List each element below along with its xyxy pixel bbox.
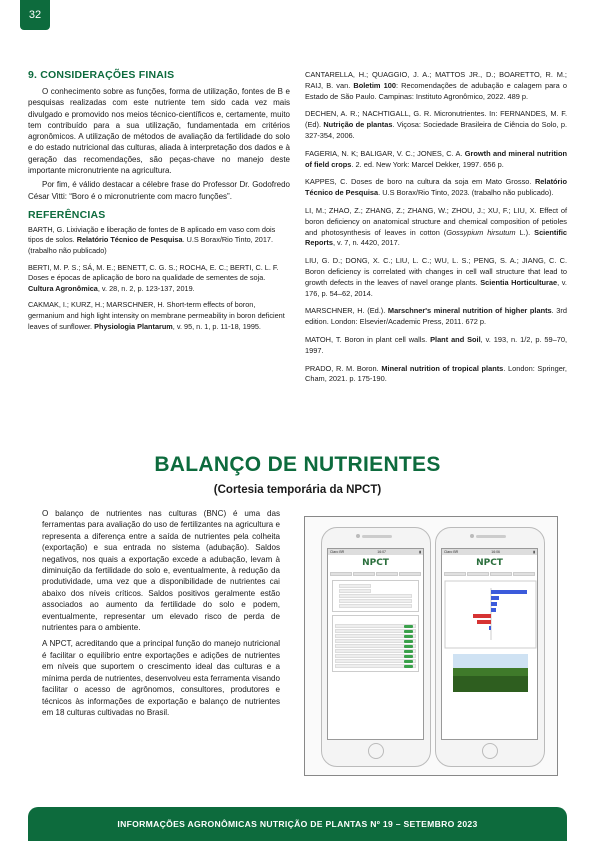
table-row	[335, 664, 416, 668]
reference-item: CAKMAK, I.; KURZ, H.; MARSCHNER, H. Short-term effects of boron, germanium and high light intensity on membrane permeability in boron deficient leaves of sunflower. Physiologia Plantarum, v. 95, n. 1, p. 11-18, 1995.	[28, 300, 285, 331]
chart-bar	[491, 590, 527, 594]
section-title: 9. CONSIDERAÇÕES FINAIS	[28, 69, 175, 81]
tab-4[interactable]	[513, 572, 535, 576]
reference-source: Scientific Reports	[305, 227, 567, 248]
input-row[interactable]	[339, 599, 412, 603]
chart-bar	[491, 596, 499, 600]
photo-crop-shade	[453, 676, 528, 692]
table-row	[335, 644, 416, 648]
tab-1[interactable]	[330, 572, 352, 576]
feature-title: BALANÇO DE NUTRIENTES	[154, 453, 441, 476]
reference-source: Scientia Horticulturae	[480, 277, 558, 287]
speaker-grille	[362, 535, 392, 538]
status-badge	[404, 635, 413, 638]
phone-mockup-left	[321, 527, 431, 767]
reference-item: LIU, G. D.; DONG, X. C.; LIU, L. C.; WU, L. S.; PENG, S. A.; JIANG, C. C. Boron deficiency is correlated with changes in cell wall structure that lead to growth defects in the leaves of navel orange plants. Scientia Horticulturae, v. 176, p. 54–62, 2014.	[305, 256, 567, 298]
camera-icon	[470, 534, 474, 538]
status-badge	[404, 660, 413, 663]
crop-field-photo	[443, 654, 538, 692]
reference-source: Plant and Soil	[430, 334, 481, 344]
status-badge	[404, 625, 413, 628]
status-badge	[404, 650, 413, 653]
reference-item: MATOH, T. Boron in plant cell walls. Plant and Soil, v. 193, n. 1/2, p. 59–70, 1997.	[305, 334, 568, 355]
battery-icon: ▮	[533, 550, 535, 554]
feature-text	[42, 508, 280, 723]
phone-screen-right	[441, 548, 538, 740]
reference-source: Physiologia Plantarum	[94, 321, 173, 331]
reference-item: BERTI, M. P. S.; SÁ, M. E.; BENETT, C. G. S.; ROCHA, E. C.; BERTI, C. L. F. Doses e épocas de aplicação de boro na qualidade de sementes de soja. Cultura Agronômica, v. 28, n. 2, p. 123-137, 2019.	[28, 262, 279, 293]
chart-bar	[489, 626, 491, 630]
references-right-list	[305, 70, 567, 385]
table-row	[335, 629, 416, 633]
feature-paragraph-1: O balanço de nutrientes nas culturas (BNC) é uma das ferramentas para avaliação do uso de fertilizantes na agricultura e representa a diferença entre a saída de nutrientes pela colheita (exportação) e sua entrada no sistema (adubação). Saldos negativos, nos quais a exportação excede a adubação, levam à diminuição da fertilidade do solo e, eventualmente, à redução da produtividade, uma vez que a disponibilidade de nutrientes cai abaixo dos níveis críticos. Saldos positivos geralmente estão associados ao aumento da fertilidade do solo e podem, eventualmente, representar um elevado risco de perda de nutrientes para o ambiente.	[42, 509, 280, 633]
reference-item: PRADO, R. M. Boron. Mineral nutrition of tropical plants. London: Springer, Cham, 2021. p. 175-190.	[305, 363, 567, 384]
npct-logo: NPCT	[362, 558, 389, 568]
results-rows	[335, 624, 416, 668]
right-column	[305, 70, 567, 392]
feature-paragraph-2: A NPCT, acreditando que a principal função do manejo nutricional é facilitar o equilíbrio entre exportações e adições de nutrientes em níveis que suportem o crescimento ideal das culturas e a mínima perda de nutrientes, desenvolveu esta ferramenta visando facilitar o acesso de agrônomos, consultores, produtores e técnicos às informações de exportação e balanço de nutrientes em 18 culturas cultivadas no Brasil.	[42, 639, 280, 717]
battery-icon: ▮	[419, 550, 421, 554]
speaker-grille	[476, 535, 506, 538]
reference-source: Relatório Técnico de Pesquisa	[76, 235, 183, 245]
reference-source: Mineral nutrition of tropical plants	[381, 363, 504, 373]
page-footer: INFORMAÇÕES AGRONÔMICAS NUTRIÇÃO DE PLANTAS Nº 19 – SETEMBRO 2023	[28, 807, 567, 841]
tab-2[interactable]	[353, 572, 375, 576]
table-header	[335, 618, 416, 623]
status-badge	[404, 655, 413, 658]
clock-label: 16:07	[377, 550, 387, 554]
reference-item: LI, M.; ZHAO, Z.; ZHANG, Z.; ZHANG, W.; ZHOU, J.; XU, F.; LIU, X. Effect of boron deficiency on anatomical structure and chemical composition of petioles and photosynthesis of leaves in cotton (Gossypium hirsutum L.). Scientific Reports, v. 7, n. 4420, 2017.	[305, 205, 567, 248]
status-badge	[404, 665, 413, 668]
chart-bar	[491, 602, 497, 606]
input-row[interactable]	[339, 604, 412, 608]
status-badge	[404, 645, 413, 648]
tab-3[interactable]	[376, 572, 398, 576]
table-row	[335, 624, 416, 628]
tab-4[interactable]	[399, 572, 421, 576]
camera-icon	[356, 534, 360, 538]
carrier-label: Claro BR	[330, 550, 345, 554]
input-panel	[332, 580, 419, 612]
feature-subtitle: (Cortesia temporária da NPCT)	[213, 484, 382, 496]
phone-screen-left	[327, 548, 424, 740]
page-number: 32	[20, 0, 50, 30]
section-paragraph-1: O conhecimento sobre as funções, forma de utilização, fontes de B e pesquisas realizadas com este nutriente tem sido cada vez mais divulgado e promovido nos meios técnico-científicos e, certamente, muito tem contribuído para a sua utilização, fundamentada em critérios agronômicos. A utilização de métodos de avaliação da fertilidade do solo e do estado nutricional das culturas, aliada à interpretação dos dados e à geração das recomendações, são peças-chave no manejo deste importante micronutriente na agricultura.	[28, 86, 290, 175]
reference-source: Nutrição de plantas	[323, 120, 393, 130]
table-row	[335, 639, 416, 643]
reference-source: Relatório Técnico de Pesquisa	[305, 177, 567, 198]
references-left-list	[28, 225, 290, 332]
reference-item: DECHEN, A. R.; NACHTIGALL, G. R. Micronutrientes. In: FERNANDES, M. F. (Ed). Nutrição de plantas. Viçosa: Sociedade Brasileira de Ciência do Solo, p. 327-354, 2006.	[305, 109, 567, 140]
results-table	[332, 615, 419, 672]
clock-label: 16:06	[491, 550, 501, 554]
input-row[interactable]	[339, 594, 412, 598]
chart-bar	[491, 608, 496, 612]
photo-sky	[453, 654, 528, 668]
input-row[interactable]	[339, 589, 371, 593]
reference-item: CANTARELLA, H.; QUAGGIO, J. A.; MATTOS JR., D.; BOARETTO, R. M.; RAIJ, B. van. Boletim 100: Recomendações de adubação e calagem para o Estado de São Paulo. Campinas: Instituto Agronômico, 2022. 489 p.	[305, 70, 567, 101]
table-row	[335, 654, 416, 658]
phone-mockup-right	[435, 527, 545, 767]
tab-2[interactable]	[467, 572, 489, 576]
status-badge	[404, 640, 413, 643]
table-row	[335, 659, 416, 663]
table-row	[335, 634, 416, 638]
reference-item: BARTH, G. Lixiviação e liberação de fontes de B aplicado em vaso com dois tipos de solos. Relatório Técnico de Pesquisa. U.S Borax/Rio Tinto, 2017. (trabalho não publicado)	[28, 224, 276, 255]
carrier-label: Claro BR	[444, 550, 459, 554]
reference-source: Marschner's mineral nutrition of higher plants	[387, 306, 552, 316]
table-row	[335, 649, 416, 653]
reference-source: Growth and mineral nutrition of field crops	[305, 148, 567, 169]
npct-logo: NPCT	[476, 558, 503, 568]
section-paragraph-2: Por fim, é válido destacar a célebre frase do Professor Dr. Godofredo César Vitti: “Boro é o micronutriente com macro funções”.	[28, 180, 290, 201]
reference-source: Cultura Agronômica	[28, 283, 98, 293]
app-screenshot-figure	[304, 516, 558, 776]
reference-source: Boletim 100	[353, 80, 396, 90]
chart-bar	[477, 620, 491, 624]
input-row[interactable]	[339, 584, 371, 588]
tab-1[interactable]	[444, 572, 466, 576]
balance-bar-chart	[443, 580, 538, 650]
home-button	[482, 743, 498, 759]
status-badge	[404, 630, 413, 633]
reference-item: FAGERIA, N. K; BALIGAR, V. C.; JONES, C. A. Growth and mineral nutrition of field crops. 2. ed. New York: Marcel Dekker, 1997. 656 p.	[305, 148, 567, 169]
left-column	[28, 70, 290, 338]
app-tabs[interactable]	[442, 571, 537, 577]
reference-item: MARSCHNER, H. (Ed.). Marschner's mineral nutrition of higher plants. 3rd edition. London: Elsevier/Academic Press, 2011. 672 p.	[305, 306, 567, 327]
references-title: REFERÊNCIAS	[28, 208, 106, 221]
chart-bar	[473, 614, 491, 618]
reference-item: KAPPES, C. Doses de boro na cultura da soja em Mato Grosso. Relatório Técnico de Pesquisa. U.S Borax/Rio Tinto, 2023. (trabalho não publicado).	[305, 177, 567, 198]
tab-3[interactable]	[490, 572, 512, 576]
home-button	[368, 743, 384, 759]
app-tabs[interactable]	[328, 571, 423, 577]
reference-italic: Gossypium hirsutum	[446, 227, 516, 237]
